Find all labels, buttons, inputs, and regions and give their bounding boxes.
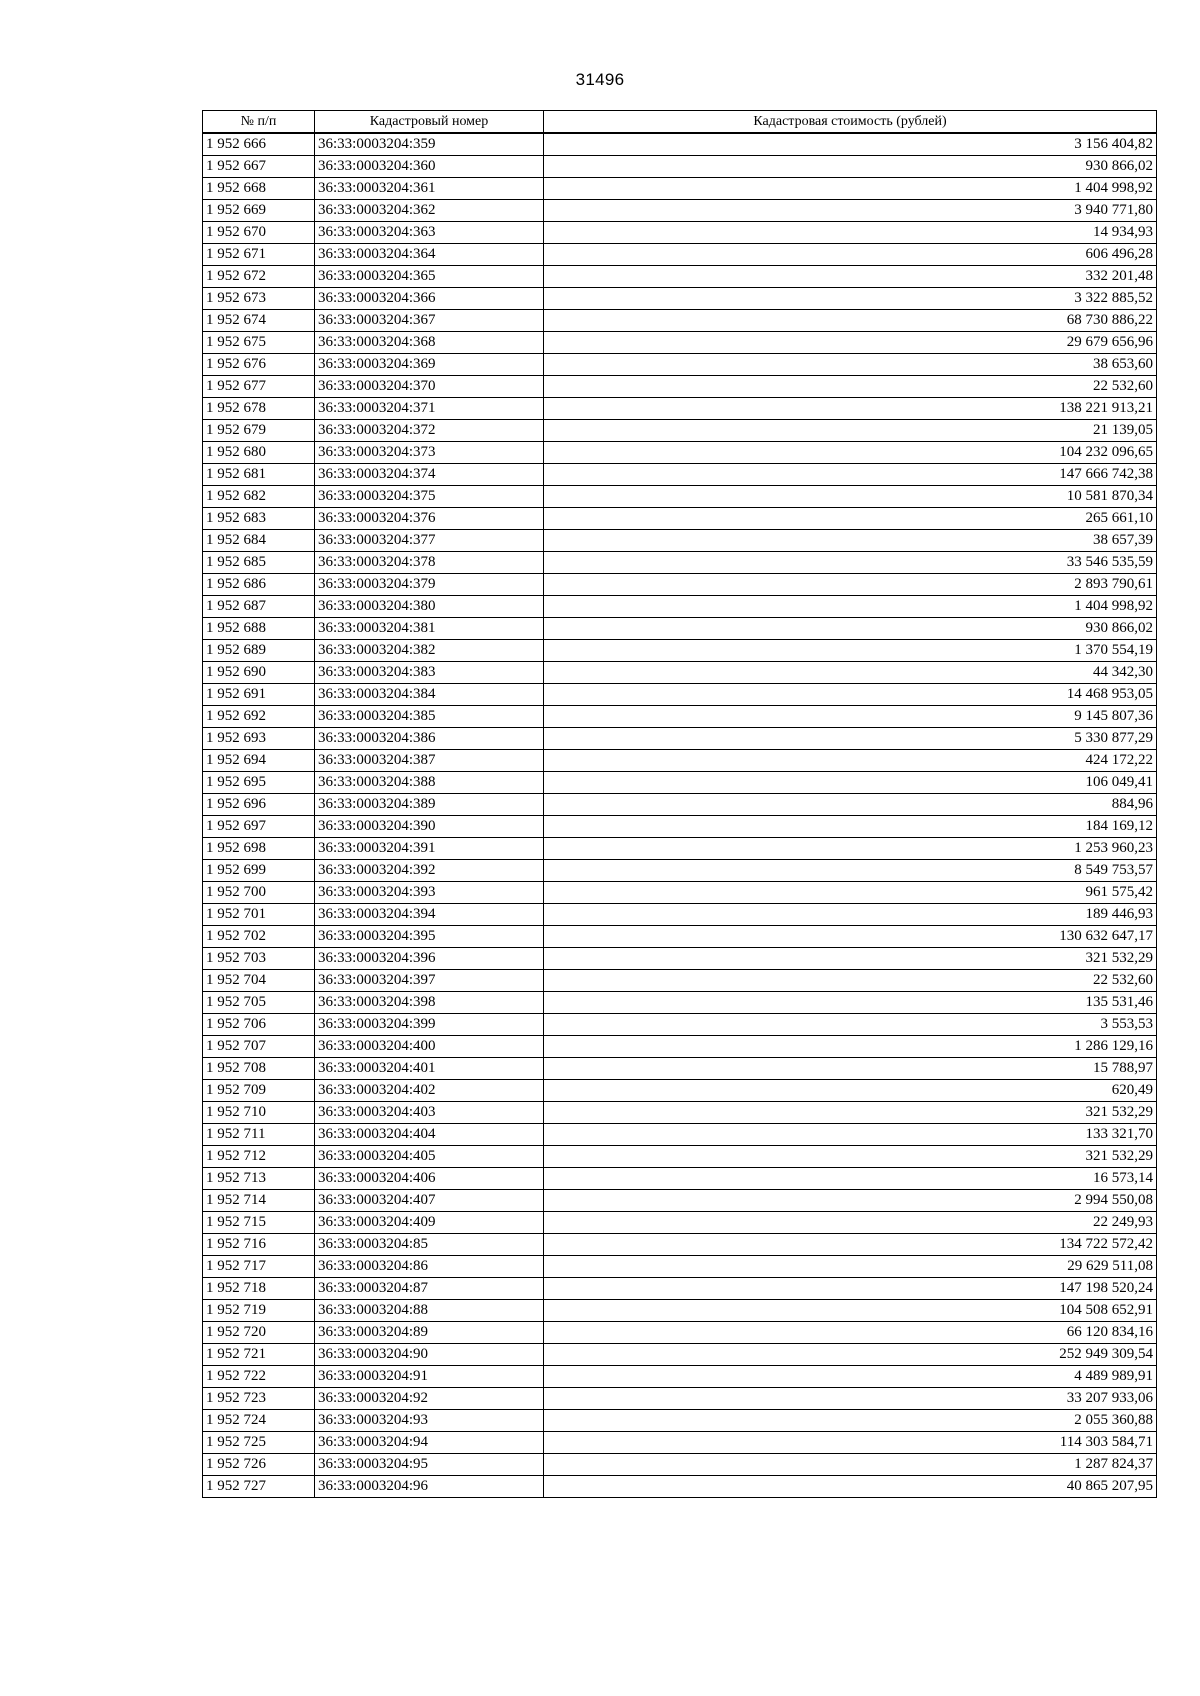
cadastral-value: 9 145 807,36	[544, 706, 1157, 728]
table-row	[203, 1234, 1157, 1256]
header-cadastral-value: Кадастровая стоимость (рублей)	[544, 111, 1157, 134]
cadastral-number: 36:33:0003204:366	[315, 288, 544, 310]
row-number: 1 952 681	[203, 464, 315, 486]
row-number: 1 952 711	[203, 1124, 315, 1146]
cadastral-number: 36:33:0003204:387	[315, 750, 544, 772]
cadastral-value: 1 286 129,16	[544, 1036, 1157, 1058]
row-number: 1 952 675	[203, 332, 315, 354]
cadastral-number: 36:33:0003204:384	[315, 684, 544, 706]
row-number: 1 952 668	[203, 178, 315, 200]
cadastral-value: 147 198 520,24	[544, 1278, 1157, 1300]
cadastral-value: 3 322 885,52	[544, 288, 1157, 310]
table-row	[203, 684, 1157, 706]
cadastral-number: 36:33:0003204:386	[315, 728, 544, 750]
row-number: 1 952 671	[203, 244, 315, 266]
cadastral-value: 2 994 550,08	[544, 1190, 1157, 1212]
row-number: 1 952 688	[203, 618, 315, 640]
cadastral-value: 1 370 554,19	[544, 640, 1157, 662]
cadastral-value: 189 446,93	[544, 904, 1157, 926]
table-row	[203, 706, 1157, 728]
cadastral-value: 2 893 790,61	[544, 574, 1157, 596]
cadastral-value: 22 532,60	[544, 970, 1157, 992]
cadastral-value: 3 156 404,82	[544, 133, 1157, 156]
table-row	[203, 486, 1157, 508]
cadastral-number: 36:33:0003204:388	[315, 772, 544, 794]
row-number: 1 952 725	[203, 1432, 315, 1454]
cadastral-value: 22 249,93	[544, 1212, 1157, 1234]
cadastral-number: 36:33:0003204:394	[315, 904, 544, 926]
table-row	[203, 750, 1157, 772]
row-number: 1 952 718	[203, 1278, 315, 1300]
row-number: 1 952 693	[203, 728, 315, 750]
table-row	[203, 948, 1157, 970]
cadastral-value: 38 653,60	[544, 354, 1157, 376]
row-number: 1 952 669	[203, 200, 315, 222]
table-row	[203, 1410, 1157, 1432]
row-number: 1 952 709	[203, 1080, 315, 1102]
cadastral-number: 36:33:0003204:381	[315, 618, 544, 640]
cadastral-value: 10 581 870,34	[544, 486, 1157, 508]
row-number: 1 952 724	[203, 1410, 315, 1432]
table-row	[203, 1146, 1157, 1168]
table-row	[203, 596, 1157, 618]
table-row	[203, 1256, 1157, 1278]
table-row	[203, 838, 1157, 860]
row-number: 1 952 670	[203, 222, 315, 244]
cadastral-number: 36:33:0003204:95	[315, 1454, 544, 1476]
row-number: 1 952 701	[203, 904, 315, 926]
cadastral-value: 2 055 360,88	[544, 1410, 1157, 1432]
cadastral-number: 36:33:0003204:373	[315, 442, 544, 464]
cadastral-value: 133 321,70	[544, 1124, 1157, 1146]
cadastral-value: 252 949 309,54	[544, 1344, 1157, 1366]
cadastral-value: 29 679 656,96	[544, 332, 1157, 354]
table-row	[203, 1080, 1157, 1102]
cadastral-number: 36:33:0003204:376	[315, 508, 544, 530]
cadastral-number: 36:33:0003204:402	[315, 1080, 544, 1102]
cadastral-value: 321 532,29	[544, 948, 1157, 970]
cadastral-value: 14 468 953,05	[544, 684, 1157, 706]
row-number: 1 952 683	[203, 508, 315, 530]
cadastral-value: 147 666 742,38	[544, 464, 1157, 486]
row-number: 1 952 698	[203, 838, 315, 860]
cadastral-number: 36:33:0003204:399	[315, 1014, 544, 1036]
cadastral-number: 36:33:0003204:407	[315, 1190, 544, 1212]
cadastral-number: 36:33:0003204:404	[315, 1124, 544, 1146]
cadastral-number: 36:33:0003204:360	[315, 156, 544, 178]
cadastral-number: 36:33:0003204:368	[315, 332, 544, 354]
page-number: 31496	[575, 70, 625, 89]
row-number: 1 952 679	[203, 420, 315, 442]
table-row	[203, 178, 1157, 200]
table-row	[203, 926, 1157, 948]
cadastral-value: 321 532,29	[544, 1102, 1157, 1124]
cadastral-value: 14 934,93	[544, 222, 1157, 244]
cadastral-value: 66 120 834,16	[544, 1322, 1157, 1344]
cadastral-value: 4 489 989,91	[544, 1366, 1157, 1388]
table-row	[203, 376, 1157, 398]
cadastral-number: 36:33:0003204:93	[315, 1410, 544, 1432]
row-number: 1 952 673	[203, 288, 315, 310]
cadastral-value: 104 508 652,91	[544, 1300, 1157, 1322]
cadastral-number: 36:33:0003204:91	[315, 1366, 544, 1388]
table-header	[203, 111, 1157, 134]
table-row	[203, 222, 1157, 244]
row-number: 1 952 687	[203, 596, 315, 618]
row-number: 1 952 682	[203, 486, 315, 508]
row-number: 1 952 689	[203, 640, 315, 662]
cadastral-value: 930 866,02	[544, 618, 1157, 640]
cadastral-value: 3 940 771,80	[544, 200, 1157, 222]
cadastral-value: 321 532,29	[544, 1146, 1157, 1168]
table-row	[203, 1388, 1157, 1410]
cadastral-value: 114 303 584,71	[544, 1432, 1157, 1454]
header-row	[203, 111, 1157, 134]
row-number: 1 952 697	[203, 816, 315, 838]
row-number: 1 952 695	[203, 772, 315, 794]
table-row	[203, 266, 1157, 288]
cadastral-number: 36:33:0003204:391	[315, 838, 544, 860]
cadastral-number: 36:33:0003204:90	[315, 1344, 544, 1366]
table-row	[203, 1168, 1157, 1190]
row-number: 1 952 696	[203, 794, 315, 816]
table-row	[203, 398, 1157, 420]
cadastral-number: 36:33:0003204:379	[315, 574, 544, 596]
cadastral-value: 930 866,02	[544, 156, 1157, 178]
cadastral-number: 36:33:0003204:385	[315, 706, 544, 728]
table-row	[203, 420, 1157, 442]
cadastral-number: 36:33:0003204:393	[315, 882, 544, 904]
cadastral-value: 40 865 207,95	[544, 1476, 1157, 1498]
table-row	[203, 992, 1157, 1014]
cadastral-value: 3 553,53	[544, 1014, 1157, 1036]
table-row	[203, 618, 1157, 640]
row-number: 1 952 692	[203, 706, 315, 728]
row-number: 1 952 720	[203, 1322, 315, 1344]
cadastral-value: 29 629 511,08	[544, 1256, 1157, 1278]
cadastral-value: 884,96	[544, 794, 1157, 816]
row-number: 1 952 702	[203, 926, 315, 948]
cadastral-value: 1 404 998,92	[544, 178, 1157, 200]
cadastral-value: 106 049,41	[544, 772, 1157, 794]
row-number: 1 952 678	[203, 398, 315, 420]
row-number: 1 952 723	[203, 1388, 315, 1410]
cadastral-value: 38 657,39	[544, 530, 1157, 552]
cadastral-number: 36:33:0003204:382	[315, 640, 544, 662]
table-row	[203, 508, 1157, 530]
cadastral-number: 36:33:0003204:92	[315, 1388, 544, 1410]
row-number: 1 952 717	[203, 1256, 315, 1278]
cadastral-number: 36:33:0003204:372	[315, 420, 544, 442]
cadastral-number: 36:33:0003204:397	[315, 970, 544, 992]
cadastral-number: 36:33:0003204:392	[315, 860, 544, 882]
cadastral-value: 104 232 096,65	[544, 442, 1157, 464]
cadastral-value: 44 342,30	[544, 662, 1157, 684]
cadastral-value: 22 532,60	[544, 376, 1157, 398]
cadastral-number: 36:33:0003204:377	[315, 530, 544, 552]
row-number: 1 952 676	[203, 354, 315, 376]
row-number: 1 952 722	[203, 1366, 315, 1388]
cadastral-number: 36:33:0003204:87	[315, 1278, 544, 1300]
cadastral-number: 36:33:0003204:405	[315, 1146, 544, 1168]
table-row	[203, 1454, 1157, 1476]
row-number: 1 952 680	[203, 442, 315, 464]
table-row	[203, 772, 1157, 794]
table-row	[203, 1190, 1157, 1212]
cadastral-number: 36:33:0003204:365	[315, 266, 544, 288]
table-row	[203, 288, 1157, 310]
cadastral-number: 36:33:0003204:380	[315, 596, 544, 618]
cadastral-number: 36:33:0003204:88	[315, 1300, 544, 1322]
cadastral-value: 33 207 933,06	[544, 1388, 1157, 1410]
cadastral-number: 36:33:0003204:367	[315, 310, 544, 332]
table-row	[203, 464, 1157, 486]
cadastral-value: 135 531,46	[544, 992, 1157, 1014]
cadastral-value: 620,49	[544, 1080, 1157, 1102]
cadastral-number: 36:33:0003204:409	[315, 1212, 544, 1234]
cadastral-value: 265 661,10	[544, 508, 1157, 530]
table-row	[203, 1322, 1157, 1344]
cadastral-number: 36:33:0003204:89	[315, 1322, 544, 1344]
row-number: 1 952 685	[203, 552, 315, 574]
row-number: 1 952 726	[203, 1454, 315, 1476]
row-number: 1 952 713	[203, 1168, 315, 1190]
cadastral-value: 961 575,42	[544, 882, 1157, 904]
table-row	[203, 310, 1157, 332]
cadastral-value: 138 221 913,21	[544, 398, 1157, 420]
cadastral-value: 424 172,22	[544, 750, 1157, 772]
row-number: 1 952 690	[203, 662, 315, 684]
cadastral-value: 21 139,05	[544, 420, 1157, 442]
table-row	[203, 200, 1157, 222]
cadastral-value: 130 632 647,17	[544, 926, 1157, 948]
row-number: 1 952 716	[203, 1234, 315, 1256]
row-number: 1 952 714	[203, 1190, 315, 1212]
cadastral-number: 36:33:0003204:85	[315, 1234, 544, 1256]
table-row	[203, 728, 1157, 750]
cadastral-value: 33 546 535,59	[544, 552, 1157, 574]
table-row	[203, 1058, 1157, 1080]
cadastral-number: 36:33:0003204:375	[315, 486, 544, 508]
cadastral-value-table	[202, 110, 1157, 1498]
cadastral-number: 36:33:0003204:395	[315, 926, 544, 948]
cadastral-number: 36:33:0003204:401	[315, 1058, 544, 1080]
table-row	[203, 662, 1157, 684]
table-row	[203, 1476, 1157, 1498]
cadastral-value: 1 287 824,37	[544, 1454, 1157, 1476]
cadastral-value: 606 496,28	[544, 244, 1157, 266]
row-number: 1 952 667	[203, 156, 315, 178]
table-row	[203, 1300, 1157, 1322]
table-body	[203, 133, 1157, 1498]
cadastral-value: 15 788,97	[544, 1058, 1157, 1080]
table-row	[203, 574, 1157, 596]
table-row	[203, 882, 1157, 904]
cadastral-number: 36:33:0003204:364	[315, 244, 544, 266]
cadastral-number: 36:33:0003204:371	[315, 398, 544, 420]
table-row	[203, 442, 1157, 464]
row-number: 1 952 712	[203, 1146, 315, 1168]
row-number: 1 952 699	[203, 860, 315, 882]
row-number: 1 952 686	[203, 574, 315, 596]
cadastral-number: 36:33:0003204:403	[315, 1102, 544, 1124]
cadastral-number: 36:33:0003204:370	[315, 376, 544, 398]
row-number: 1 952 674	[203, 310, 315, 332]
table-row	[203, 794, 1157, 816]
cadastral-number: 36:33:0003204:363	[315, 222, 544, 244]
table-row	[203, 1278, 1157, 1300]
row-number: 1 952 705	[203, 992, 315, 1014]
row-number: 1 952 719	[203, 1300, 315, 1322]
table-row	[203, 1344, 1157, 1366]
table-row	[203, 1212, 1157, 1234]
row-number: 1 952 666	[203, 133, 315, 156]
table-row	[203, 904, 1157, 926]
cadastral-number: 36:33:0003204:378	[315, 552, 544, 574]
table-row	[203, 244, 1157, 266]
cadastral-value: 8 549 753,57	[544, 860, 1157, 882]
row-number: 1 952 672	[203, 266, 315, 288]
cadastral-number: 36:33:0003204:86	[315, 1256, 544, 1278]
row-number: 1 952 708	[203, 1058, 315, 1080]
table-row	[203, 1366, 1157, 1388]
table-row	[203, 1102, 1157, 1124]
cadastral-number: 36:33:0003204:359	[315, 133, 544, 156]
row-number: 1 952 700	[203, 882, 315, 904]
table-row	[203, 530, 1157, 552]
table-row	[203, 1124, 1157, 1146]
cadastral-number: 36:33:0003204:96	[315, 1476, 544, 1498]
cadastral-number: 36:33:0003204:396	[315, 948, 544, 970]
row-number: 1 952 703	[203, 948, 315, 970]
header-row-number: № п/п	[203, 111, 315, 134]
table-row	[203, 640, 1157, 662]
table-row	[203, 1432, 1157, 1454]
row-number: 1 952 704	[203, 970, 315, 992]
cadastral-number: 36:33:0003204:362	[315, 200, 544, 222]
cadastral-number: 36:33:0003204:398	[315, 992, 544, 1014]
row-number: 1 952 694	[203, 750, 315, 772]
row-number: 1 952 691	[203, 684, 315, 706]
table-row	[203, 1014, 1157, 1036]
cadastral-value: 332 201,48	[544, 266, 1157, 288]
table-row	[203, 552, 1157, 574]
cadastral-number: 36:33:0003204:383	[315, 662, 544, 684]
table-row	[203, 156, 1157, 178]
row-number: 1 952 721	[203, 1344, 315, 1366]
cadastral-value: 68 730 886,22	[544, 310, 1157, 332]
cadastral-number: 36:33:0003204:374	[315, 464, 544, 486]
cadastral-value: 134 722 572,42	[544, 1234, 1157, 1256]
row-number: 1 952 707	[203, 1036, 315, 1058]
cadastral-number: 36:33:0003204:389	[315, 794, 544, 816]
row-number: 1 952 727	[203, 1476, 315, 1498]
cadastral-number: 36:33:0003204:94	[315, 1432, 544, 1454]
cadastral-number: 36:33:0003204:361	[315, 178, 544, 200]
table-row	[203, 354, 1157, 376]
cadastral-value: 1 253 960,23	[544, 838, 1157, 860]
cadastral-value: 5 330 877,29	[544, 728, 1157, 750]
cadastral-number: 36:33:0003204:369	[315, 354, 544, 376]
cadastral-number: 36:33:0003204:390	[315, 816, 544, 838]
cadastral-value: 1 404 998,92	[544, 596, 1157, 618]
header-cadastral-number: Кадастровый номер	[315, 111, 544, 134]
row-number: 1 952 715	[203, 1212, 315, 1234]
table-row	[203, 816, 1157, 838]
table-row	[203, 860, 1157, 882]
table-row	[203, 332, 1157, 354]
table-row	[203, 1036, 1157, 1058]
table-row	[203, 970, 1157, 992]
cadastral-number: 36:33:0003204:400	[315, 1036, 544, 1058]
cadastral-value: 16 573,14	[544, 1168, 1157, 1190]
row-number: 1 952 706	[203, 1014, 315, 1036]
row-number: 1 952 710	[203, 1102, 315, 1124]
cadastral-number: 36:33:0003204:406	[315, 1168, 544, 1190]
table-row	[203, 133, 1157, 156]
row-number: 1 952 684	[203, 530, 315, 552]
cadastral-value: 184 169,12	[544, 816, 1157, 838]
row-number: 1 952 677	[203, 376, 315, 398]
